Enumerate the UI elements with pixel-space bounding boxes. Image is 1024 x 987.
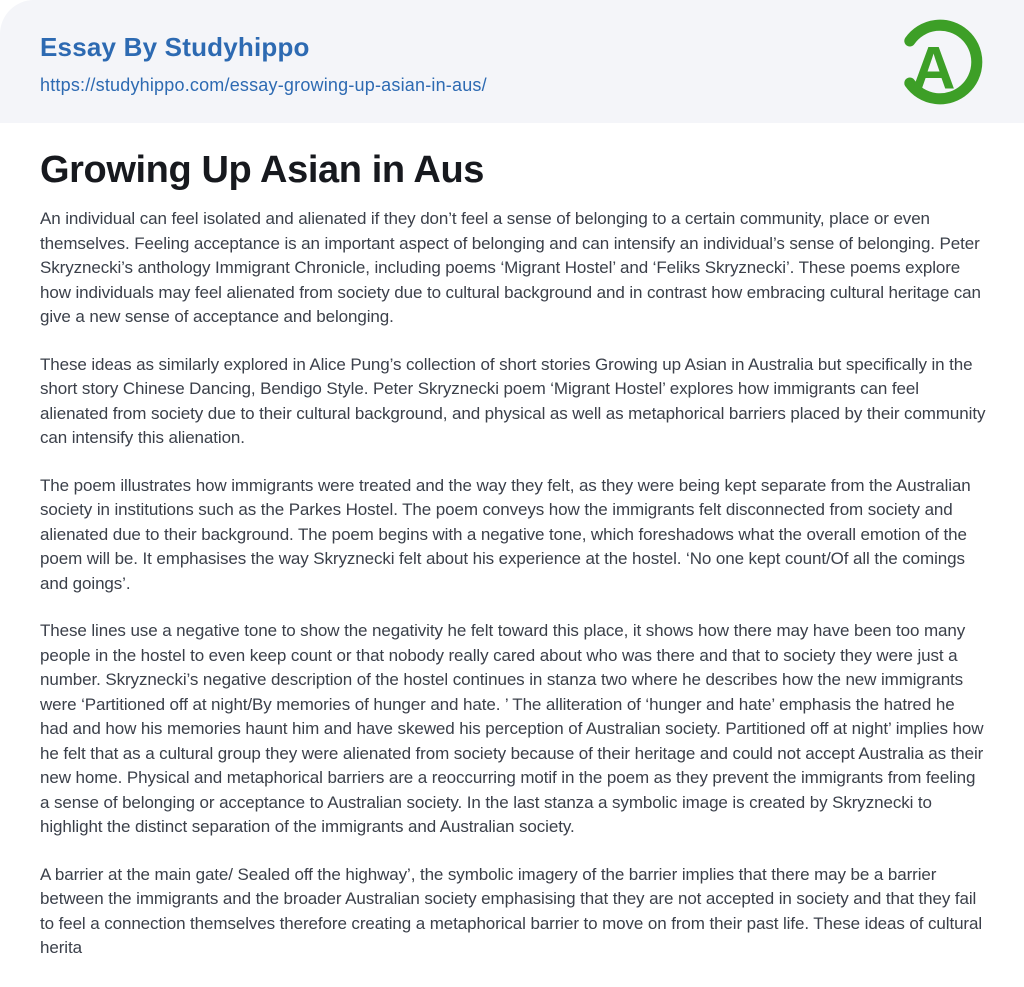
studyhippo-logo-icon: [894, 16, 986, 108]
essay-title: Growing Up Asian in Aus: [40, 149, 484, 191]
essay-paragraph-5: A barrier at the main gate/ Sealed off the highway’, the symbolic imagery of the barrier implies that there may be a barrier between the immigrants and the broader Australian society emphasising that they are not accepted in society and that they fail to feel a connection themselves therefore creating a metaphorical barrier to move on from their past life. These ideas of cultural herita: [40, 864, 983, 957]
essay-paragraph-4: These lines use a negative tone to show the negativity he felt toward this place, it shows how there may have been too many people in the hostel to even keep count or that nobody really cared about who was there and that to society they were just a number. Skryznecki’s negative description of the hostel continues in stanza two where he describes how the new immigrants were ‘Partitioned off at night/By memories of hunger and hate. ’ The alliteration of ‘hunger and hate’ emphasis the hatred he had and how his memories haunt him and have skewed his perception of Australian society. Partitioned off at night’ implies how he felt that as a cultural group they were alienated from society because of their heritage and could not accept Australia as their new home. Physical and metaphorical barriers are a reoccurring motif in the poem as they prevent the immigrants from feeling a sense of belonging or acceptance to Australian society. In the last stanza a symbolic image is created by Skryznecki to highlight the distinct separation of the immigrants and Australian society.: [40, 621, 984, 836]
essay-paragraph-3: The poem illustrates how immigrants were treated and the way they felt, as they were being kept separate from the Australian society in institutions such as the Parkes Hostel. The poem conveys how the immigrants felt disconnected from society and alienated due to their background. The poem begins with a negative tone, which foreshadows what the overall emotion of the poem will be. It emphasises the way Skryznecki felt about his experience at the hostel. ‘No one kept count/Of all the comings and goings’.: [40, 475, 971, 593]
essay-content: [0, 123, 1024, 961]
logo-letter: A: [911, 33, 956, 102]
essay-paragraph-2: These ideas as similarly explored in Alice Pung’s collection of short stories Growing up Asian in Australia but specifically in the short story Chinese Dancing, Bendigo Style. Peter Skryznecki poem ‘Migrant Hostel’ explores how immigrants can feel alienated from society due to their cultural background, and physical as well as metaphorical barriers placed by their community can intensify this alienation.: [40, 354, 986, 447]
header-text-block: [40, 27, 487, 97]
site-title: Essay By Studyhippo: [40, 31, 310, 62]
page-header: [0, 0, 1024, 123]
source-url-link[interactable]: https://studyhippo.com/essay-growing-up-asian-in-aus/: [40, 75, 487, 96]
essay-paragraph-1: An individual can feel isolated and alienated if they don’t feel a sense of belonging to a certain community, place or even themselves. Feeling acceptance is an important aspect of belonging and can intensify an individual’s sense of belonging. Peter Skryznecki’s anthology Immigrant Chronicle, including poems ‘Migrant Hostel’ and ‘Feliks Skryznecki’. These poems explore how individuals may feel alienated from society due to cultural background and in contrast how embracing cultural heritage can give a new sense of acceptance and belonging.: [40, 209, 981, 326]
